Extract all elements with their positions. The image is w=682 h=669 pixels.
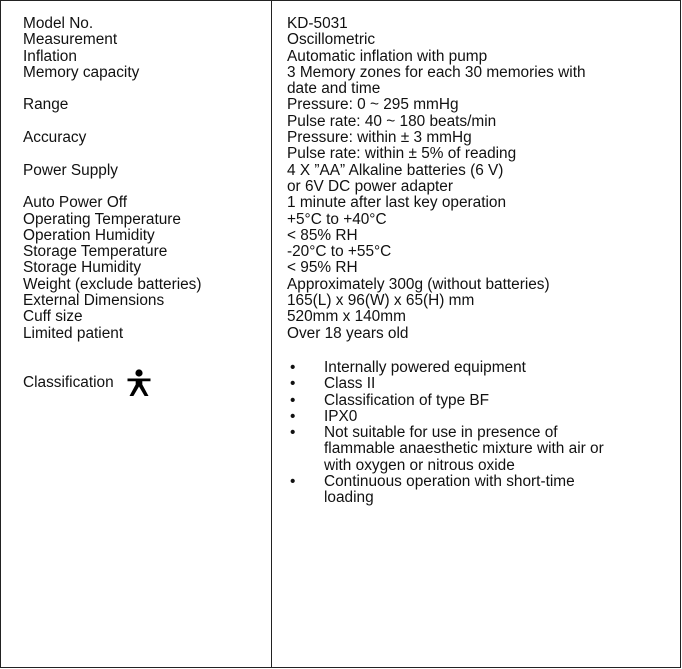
value-dimensions: 165(L) x 96(W) x 65(H) mm xyxy=(287,292,475,310)
value-accuracy-1: Pressure: within ± 3 mmHg xyxy=(287,129,472,147)
value-measurement: Oscillometric xyxy=(287,31,376,49)
label-accuracy: Accuracy xyxy=(23,129,87,147)
value-op-temp: +5°C to +40°C xyxy=(287,210,387,228)
value-inflation: Automatic inflation with pump xyxy=(287,47,488,65)
spec-labels-column xyxy=(23,16,268,397)
label-measurement: Measurement xyxy=(23,31,118,49)
list-item: • Not suitable for use in presence of flammable anaesthetic mixture with air or with oxygen or nitrous oxide xyxy=(287,425,667,474)
classification-label-row xyxy=(23,369,268,397)
label-range: Range xyxy=(23,96,69,114)
value-memory-1: 3 Memory zones for each 30 memories with xyxy=(287,63,586,81)
classification-list xyxy=(287,360,667,507)
spec-values-column xyxy=(287,16,667,507)
label-classification: Classification xyxy=(23,373,114,391)
label-inflation: Inflation xyxy=(23,47,77,65)
list-item: • Internally powered equipment xyxy=(287,360,667,376)
label-model: Model No. xyxy=(23,15,94,32)
type-bf-person-icon xyxy=(126,369,152,397)
value-st-humidity: < 95% RH xyxy=(287,259,358,277)
label-dimensions: External Dimensions xyxy=(23,292,165,310)
value-auto-off: 1 minute after last key operation xyxy=(287,194,507,212)
column-divider xyxy=(271,1,272,667)
value-memory-2: date and time xyxy=(287,80,381,98)
value-st-temp: -20°C to +55°C xyxy=(287,243,392,261)
value-model: KD-5031 xyxy=(287,15,348,32)
list-item: • Continuous operation with short-time loading xyxy=(287,474,667,507)
value-accuracy-2: Pulse rate: within ± 5% of reading xyxy=(287,145,517,163)
value-range-1: Pressure: 0 ~ 295 mmHg xyxy=(287,96,459,114)
value-cuff: 520mm x 140mm xyxy=(287,308,406,326)
label-st-temp: Storage Temperature xyxy=(23,243,168,261)
value-range-2: Pulse rate: 40 ~ 180 beats/min xyxy=(287,112,497,130)
value-op-humidity: < 85% RH xyxy=(287,226,358,244)
label-op-humidity: Operation Humidity xyxy=(23,226,155,244)
label-auto-off: Auto Power Off xyxy=(23,194,128,212)
label-patient: Limited patient xyxy=(23,324,124,342)
label-weight: Weight (exclude batteries) xyxy=(23,275,202,293)
label-st-humidity: Storage Humidity xyxy=(23,259,142,277)
value-weight: Approximately 300g (without batteries) xyxy=(287,275,550,293)
label-memory: Memory capacity xyxy=(23,63,140,81)
value-power-2: or 6V DC power adapter xyxy=(287,177,453,195)
label-op-temp: Operating Temperature xyxy=(23,210,181,228)
value-power-1: 4 X ”AA” Alkaline batteries (6 V) xyxy=(287,161,504,179)
list-item: • Classification of type BF xyxy=(287,393,667,409)
label-cuff: Cuff size xyxy=(23,308,83,326)
label-power: Power Supply xyxy=(23,161,118,179)
list-item: • Class II xyxy=(287,376,667,392)
value-patient: Over 18 years old xyxy=(287,324,409,342)
list-item: • IPX0 xyxy=(287,409,667,425)
